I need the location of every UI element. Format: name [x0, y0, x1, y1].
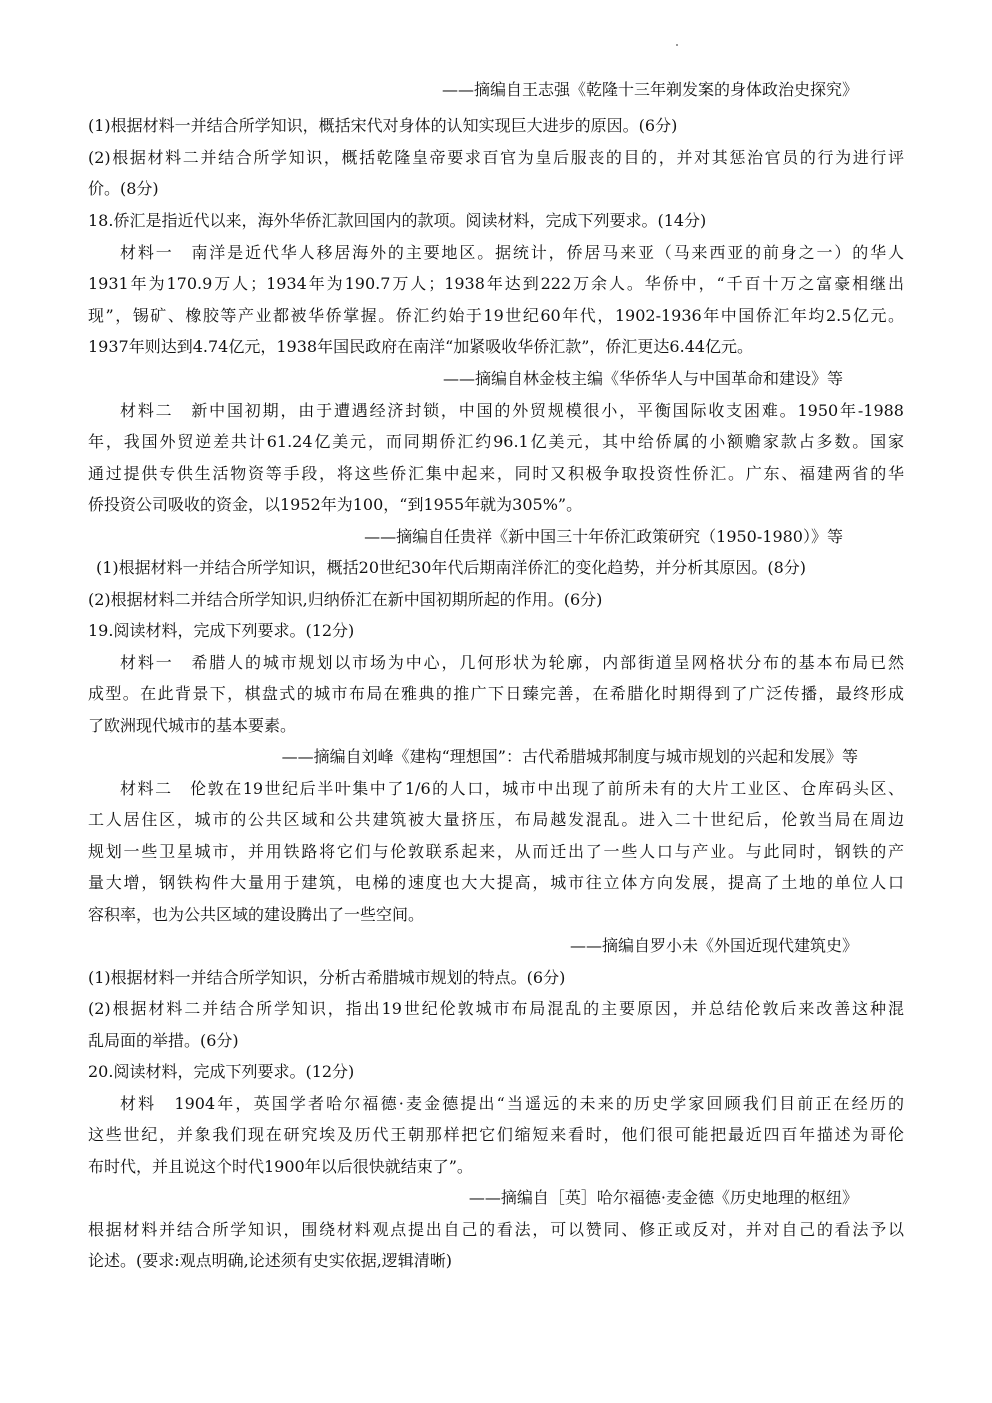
question-19-2: (2)根据材料二并结合所学知识，指出19世纪伦敦城市布局混乱的主要原因，并总结伦敦后来改善这种混 — [88, 999, 904, 1018]
question-20-prompt: 根据材料并结合所学知识，围绕材料观点提出自己的看法，可以赞同、修正或反对，并对自己的看法予以 — [88, 1220, 904, 1239]
question-18-2: (2)根据材料二并结合所学知识,归纳侨汇在新中国初期所起的作用。(6分) — [88, 590, 603, 609]
q19-material-2: 量大增，钢铁构件大量用于建筑，电梯的速度也大大提高，城市往立体方向发展，提高了土地的单位人口 — [88, 873, 904, 892]
source-citation: ——摘编自刘峰《建构“理想国”：古代希腊城邦制度与城市规划的兴起和发展》等 — [281, 747, 858, 766]
question-18-1: (1)根据材料一并结合所学知识，概括20世纪30年代后期南洋侨汇的变化趋势，并分析其原因。(8分) — [96, 558, 807, 577]
question-19-2-cont: 乱局面的举措。(6分) — [88, 1031, 239, 1050]
q18-material-1: 材料一 南洋是近代华人移居海外的主要地区。据统计，侨居马来亚（马来西亚的前身之一）的华人 — [120, 243, 904, 262]
q19-material-2: 工人居住区，城市的公共区域和公共建筑被大量挤压，布局越发混乱。进入二十世纪后，伦敦当局在周边 — [88, 810, 904, 829]
scan-dot — [676, 44, 678, 46]
q18-material-2: 通过提供专供生活物资等手段，将这些侨汇集中起来，同时又积极争取投资性侨汇。广东、福建两省的华 — [88, 464, 904, 483]
q18-material-1: 1931年为170.9万人；1934年为190.7万人；1938年达到222万余人。华侨中，“千百十万之富豪相继出 — [88, 274, 904, 293]
q18-material-2: 侨投资公司吸收的资金，以1952年为100，“到1955年就为305%”。 — [88, 495, 583, 514]
q19-material-2: 规划一些卫星城市，并用铁路将它们与伦敦联系起来，从而迁出了一些人口与产业。与此同时，钢铁的产 — [88, 842, 904, 861]
source-citation: ——摘编自［英］哈尔福德·麦金德《历史地理的枢纽》 — [468, 1188, 858, 1207]
question-20-requirements: 论述。(要求:观点明确,论述须有史实依据,逻辑清晰) — [88, 1251, 453, 1270]
q18-material-2: 年，我国外贸逆差共计61.24亿美元，而同期侨汇约96.1亿美元，其中给侨属的小额赡家款占多数。国家 — [88, 432, 904, 451]
question-20-title: 20.阅读材料，完成下列要求。(12分) — [88, 1062, 355, 1081]
source-citation: ——摘编自林金枝主编《华侨华人与中国革命和建设》等 — [442, 369, 843, 388]
q19-material-1: 了欧洲现代城市的基本要素。 — [88, 716, 297, 735]
q18-material-1: 现”，锡矿、橡胶等产业都被华侨掌握。侨汇约始于19世纪60年代，1902-1936年中国侨汇年均2.5亿元。 — [88, 306, 904, 325]
source-citation: ——摘编自王志强《乾隆十三年剃发案的身体政治史探究》 — [441, 80, 858, 99]
question-17-2: (2)根据材料二并结合所学知识，概括乾隆皇帝要求百官为皇后服丧的目的，并对其惩治官员的行为进行评 — [88, 148, 904, 167]
question-19-1: (1)根据材料一并结合所学知识，分析古希腊城市规划的特点。(6分) — [88, 968, 566, 987]
q20-material: 这些世纪，并象我们现在研究埃及历代王朝那样把它们缩短来看时，他们很可能把最近四百年描述为哥伦 — [88, 1125, 904, 1144]
source-citation: ——摘编自罗小未《外国近现代建筑史》 — [569, 936, 858, 955]
question-17-2-cont: 价。(8分) — [88, 179, 159, 198]
question-19-title: 19.阅读材料，完成下列要求。(12分) — [88, 621, 355, 640]
q19-material-1: 材料一 希腊人的城市规划以市场为中心，几何形状为轮廓，内部街道呈网格状分布的基本布局已然 — [120, 653, 904, 672]
q19-material-1: 成型。在此背景下，棋盘式的城市布局在雅典的推广下日臻完善，在希腊化时期得到了广泛传播，最终形成 — [88, 684, 904, 703]
source-citation: ——摘编自任贵祥《新中国三十年侨汇政策研究（1950-1980）》等 — [364, 527, 843, 546]
question-17-1: (1)根据材料一并结合所学知识，概括宋代对身体的认知实现巨大进步的原因。(6分) — [88, 116, 678, 135]
question-18-title: 18.侨汇是指近代以来，海外华侨汇款回国内的款项。阅读材料，完成下列要求。(14分) — [88, 211, 707, 230]
q19-material-2: 容积率，也为公共区域的建设腾出了一些空间。 — [88, 905, 425, 924]
q20-material: 布时代，并且说这个时代1900年以后很快就结束了”。 — [88, 1157, 473, 1176]
q18-material-1: 1937年则达到4.74亿元，1938年国民政府在南洋“加紧吸收华侨汇款”，侨汇更达6.44亿元。 — [88, 337, 754, 356]
q18-material-2: 材料二 新中国初期，由于遭遇经济封锁，中国的外贸规模很小，平衡国际收支困难。1950年-1988 — [120, 401, 904, 420]
q20-material: 材料 1904年，英国学者哈尔福德·麦金德提出“当遥远的未来的历史学家回顾我们目前正在经历的 — [120, 1094, 904, 1113]
q19-material-2: 材料二 伦敦在19世纪后半叶集中了1/6的人口，城市中出现了前所未有的大片工业区、仓库码头区、 — [120, 779, 904, 798]
